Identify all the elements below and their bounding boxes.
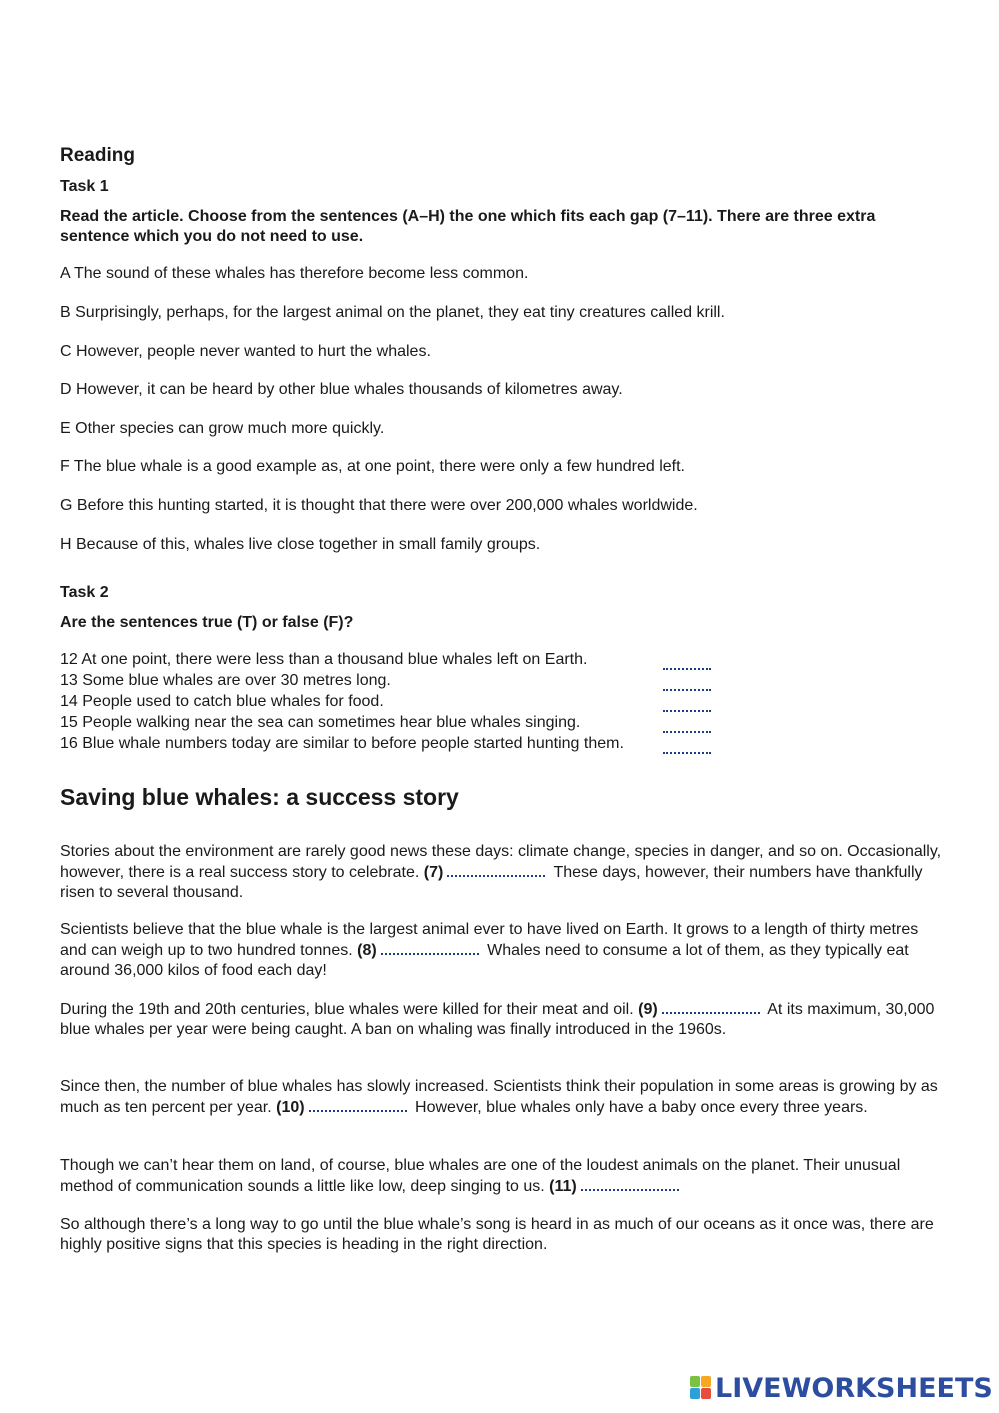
task2-title: Task 2 bbox=[60, 584, 109, 601]
article-paragraph-4 bbox=[60, 1077, 945, 1118]
option-e: E Other species can grow much more quickly. bbox=[60, 420, 385, 437]
option-c: C However, people never wanted to hurt the whales. bbox=[60, 343, 431, 360]
paragraph-text: Scientists believe that the blue whale is the largest animal ever to have lived on Earth. It grows to a length of thirty metres and can weigh up to two hundred tonnes. bbox=[60, 921, 919, 959]
answer-blank-16[interactable] bbox=[663, 741, 711, 754]
gap-blank-9[interactable] bbox=[662, 999, 760, 1014]
liveworksheets-logo-icon bbox=[690, 1376, 712, 1400]
statement-15 bbox=[60, 713, 740, 734]
gap-number-8: (8) bbox=[357, 942, 377, 959]
task1-title: Task 1 bbox=[60, 178, 109, 195]
liveworksheets-logo bbox=[690, 1372, 993, 1404]
statement-text: 12 At one point, there were less than a thousand blue whales left on Earth. bbox=[60, 651, 588, 668]
statement-text: 15 People walking near the sea can sometimes hear blue whales singing. bbox=[60, 714, 581, 731]
answer-blank-14[interactable] bbox=[663, 699, 711, 712]
gap-number-10: (10) bbox=[276, 1099, 305, 1116]
logo-text: LIVEWORKSHEETS bbox=[715, 1372, 993, 1404]
article-paragraph-1 bbox=[60, 842, 945, 903]
paragraph-text: However, blue whales only have a baby once every three years. bbox=[415, 1099, 868, 1116]
article-paragraph-2 bbox=[60, 920, 945, 981]
statement-12 bbox=[60, 650, 740, 671]
statement-text: 16 Blue whale numbers today are similar to before people started hunting them. bbox=[60, 735, 624, 752]
paragraph-text: Though we can’t hear them on land, of course, blue whales are one of the loudest animals on the planet. Their unusual method of communication sounds a little like low, deep singing to us. bbox=[60, 1157, 901, 1195]
paragraph-text: Stories about the environment are rarely good news these days: climate change, species in danger, and so on. Occasionally, however, there is a real success story to celebrate. bbox=[60, 843, 942, 881]
gap-blank-10[interactable] bbox=[309, 1097, 407, 1112]
gap-number-9: (9) bbox=[638, 1001, 658, 1018]
paragraph-text: These days, however, their numbers have thankfully risen to several thousand. bbox=[60, 864, 923, 901]
paragraph-text: At its maximum, 30,000 blue whales per year were being caught. A ban on whaling was finally introduced in the 1960s. bbox=[60, 1001, 935, 1038]
section-heading: Reading bbox=[60, 145, 135, 166]
answer-blank-15[interactable] bbox=[663, 720, 711, 733]
option-g: G Before this hunting started, it is thought that there were over 200,000 whales worldwide. bbox=[60, 497, 698, 514]
option-h: H Because of this, whales live close together in small family groups. bbox=[60, 536, 541, 553]
article-paragraph-5 bbox=[60, 1156, 945, 1197]
paragraph-text: Whales need to consume a lot of them, as they typically eat around 36,000 kilos of food each day! bbox=[60, 942, 909, 979]
article-paragraph-3 bbox=[60, 999, 945, 1040]
gap-blank-8[interactable] bbox=[381, 940, 479, 955]
gap-blank-7[interactable] bbox=[447, 862, 545, 877]
answer-blank-13[interactable] bbox=[663, 678, 711, 691]
option-b: B Surprisingly, perhaps, for the largest animal on the planet, they eat tiny creatures called krill. bbox=[60, 304, 725, 321]
task1-instructions: Read the article. Choose from the sentences (A–H) the one which fits each gap (7–11). There are three extra sentence which you do not need to use. bbox=[60, 208, 876, 245]
gap-blank-11[interactable] bbox=[581, 1176, 679, 1191]
task2-instructions: Are the sentences true (T) or false (F)? bbox=[60, 614, 354, 631]
paragraph-text: Since then, the number of blue whales has slowly increased. Scientists think their population in some areas is growing by as much as ten percent per year. bbox=[60, 1078, 938, 1116]
answer-blank-12[interactable] bbox=[663, 657, 711, 670]
article-title: Saving blue whales: a success story bbox=[60, 784, 459, 810]
article-paragraph-6: So although there’s a long way to go until the blue whale’s song is heard in as much of our oceans as it once was, there are highly positive signs that this species is heading in the right direction. bbox=[60, 1216, 934, 1253]
gap-number-11: (11) bbox=[549, 1178, 577, 1195]
gap-number-7: (7) bbox=[423, 864, 444, 881]
statement-16 bbox=[60, 734, 740, 755]
statement-14 bbox=[60, 692, 740, 713]
statement-13 bbox=[60, 671, 740, 692]
statement-text: 13 Some blue whales are over 30 metres long. bbox=[60, 672, 391, 689]
true-false-list bbox=[60, 650, 740, 755]
option-f: F The blue whale is a good example as, at one point, there were only a few hundred left. bbox=[60, 458, 685, 475]
paragraph-text: During the 19th and 20th centuries, blue whales were killed for their meat and oil. bbox=[60, 1001, 634, 1018]
option-d: D However, it can be heard by other blue whales thousands of kilometres away. bbox=[60, 381, 623, 398]
option-a: A The sound of these whales has therefore become less common. bbox=[60, 265, 529, 282]
statement-text: 14 People used to catch blue whales for food. bbox=[60, 693, 384, 710]
